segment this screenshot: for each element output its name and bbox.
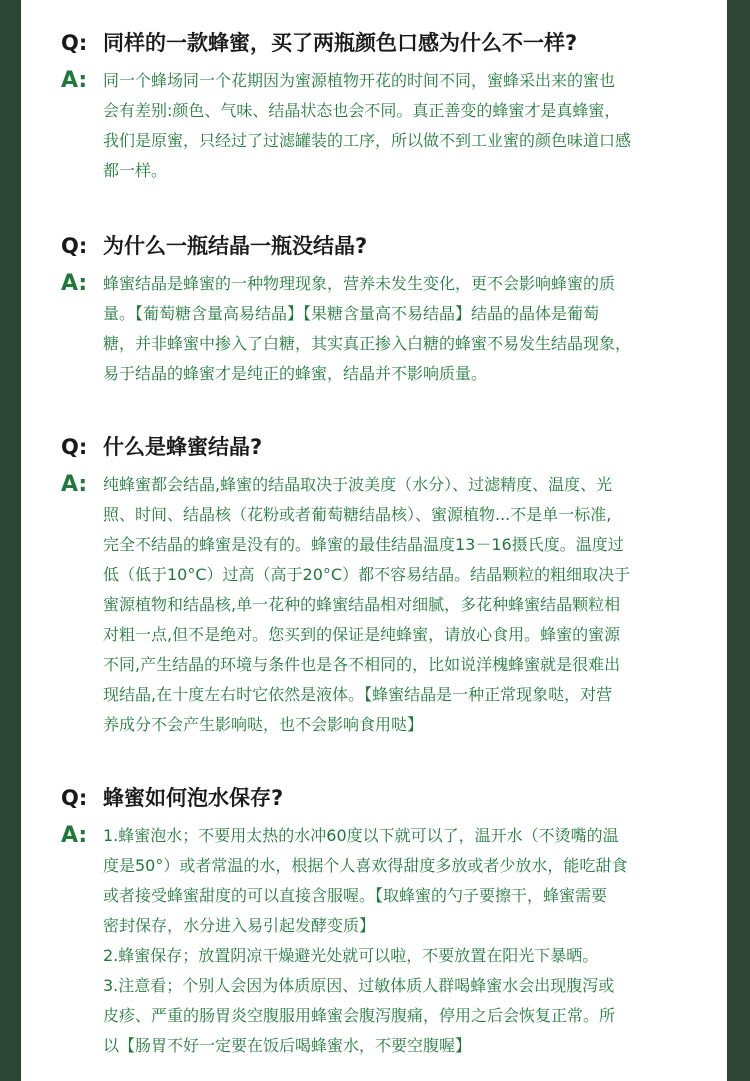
faq-item (61, 231, 701, 389)
question-text: 蜂蜜如何泡水保存? (103, 786, 284, 810)
answer (61, 821, 701, 1061)
question (61, 783, 701, 813)
question (61, 231, 701, 261)
answer (61, 470, 701, 740)
answer (61, 269, 701, 389)
answer-text: 同一个蜂场同一个花期因为蜜源植物开花的时间不同，蜜蜂采出来的蜜也 会有差别:颜色、气味、结晶状态也会不同。真正善变的蜂蜜才是真蜂蜜， 我们是原蜜，只经过了过滤罐装的工序，所以做不到工业蜜的颜色味道口感 都一样。 (103, 71, 632, 180)
question (61, 432, 701, 462)
answer-text: 蜂蜜结晶是蜂蜜的一种物理现象，营养未发生变化，更不会影响蜂蜜的质 量。【葡萄糖含量高易结晶】【果糖含量高不易结晶】结晶的晶体是葡萄 糖，并非蜂蜜中掺入了白糖，其实真正掺入白糖的蜂蜜不易发生结晶现象， 易于结晶的蜂蜜才是纯正的蜂蜜，结晶并不影响质量。 (103, 274, 632, 383)
answer (61, 66, 701, 186)
q-mark: Q: (61, 234, 88, 258)
faq-item (61, 432, 701, 740)
a-mark: A: (61, 68, 88, 93)
question (61, 28, 701, 58)
question-text: 为什么一瓶结晶一瓶没结晶? (103, 234, 368, 258)
faq-item (61, 28, 701, 186)
q-mark: Q: (61, 786, 88, 810)
a-mark: A: (61, 823, 88, 848)
faq-card (21, 0, 727, 1081)
question-text: 同样的一款蜂蜜，买了两瓶颜色口感为什么不一样? (103, 31, 578, 55)
answer-text: 1.蜂蜜泡水；不要用太热的水冲60度以下就可以了，温开水（不烫嘴的温 度是50°）或者常温的水，根据个人喜欢得甜度多放或者少放水，能吃甜食 或者接受蜂蜜甜度的可以直接含服喔。【取蜂蜜的勺子要擦干，蜂蜜需要 密封保存，水分进入易引起发酵变质】 2.蜂蜜保存；放置阴凉干燥避光处就可以啦，不要放置在阳光下暴晒。 3.注意看；个别人会因为体质原因、过敏体质人群喝蜂蜜水会出现腹泻或 皮疹、严重的肠胃炎空腹服用蜂蜜会腹泻腹痛，停用之后会恢复正常。所 以【肠胃不好一定要在饭后喝蜂蜜水，不要空腹喔】 (103, 826, 628, 1055)
q-mark: Q: (61, 31, 88, 55)
a-mark: A: (61, 472, 88, 497)
q-mark: Q: (61, 435, 88, 459)
faq-item (61, 783, 701, 1061)
question-text: 什么是蜂蜜结晶? (103, 435, 263, 459)
answer-text: 纯蜂蜜都会结晶,蜂蜜的结晶取决于波美度（水分）、过滤精度、温度、光 照、时间、结晶核（花粉或者葡萄糖结晶核）、蜜源植物...不是单一标准, 完全不结晶的蜂蜜是没有的。蜂蜜的最佳结晶温度13－16摄氏度。温度过 低（低于10°C）过高（高于20°C）都不容易结晶。结晶颗粒的粗细取决于 蜜源植物和结晶核,单一花种的蜂蜜结晶相对细腻，多花种蜂蜜结晶颗粒相 对粗一点,但不是绝对。您买到的保证是纯蜂蜜，请放心食用。蜂蜜的蜜源 不同,产生结晶的环境与条件也是各不相同的，比如说洋槐蜂蜜就是很难出 现结晶,在十度左右时它依然是液体。【蜂蜜结晶是一种正常现象哒，对营 养成分不会产生影响哒，也不会影响食用哒】 (103, 475, 631, 734)
a-mark: A: (61, 271, 88, 296)
